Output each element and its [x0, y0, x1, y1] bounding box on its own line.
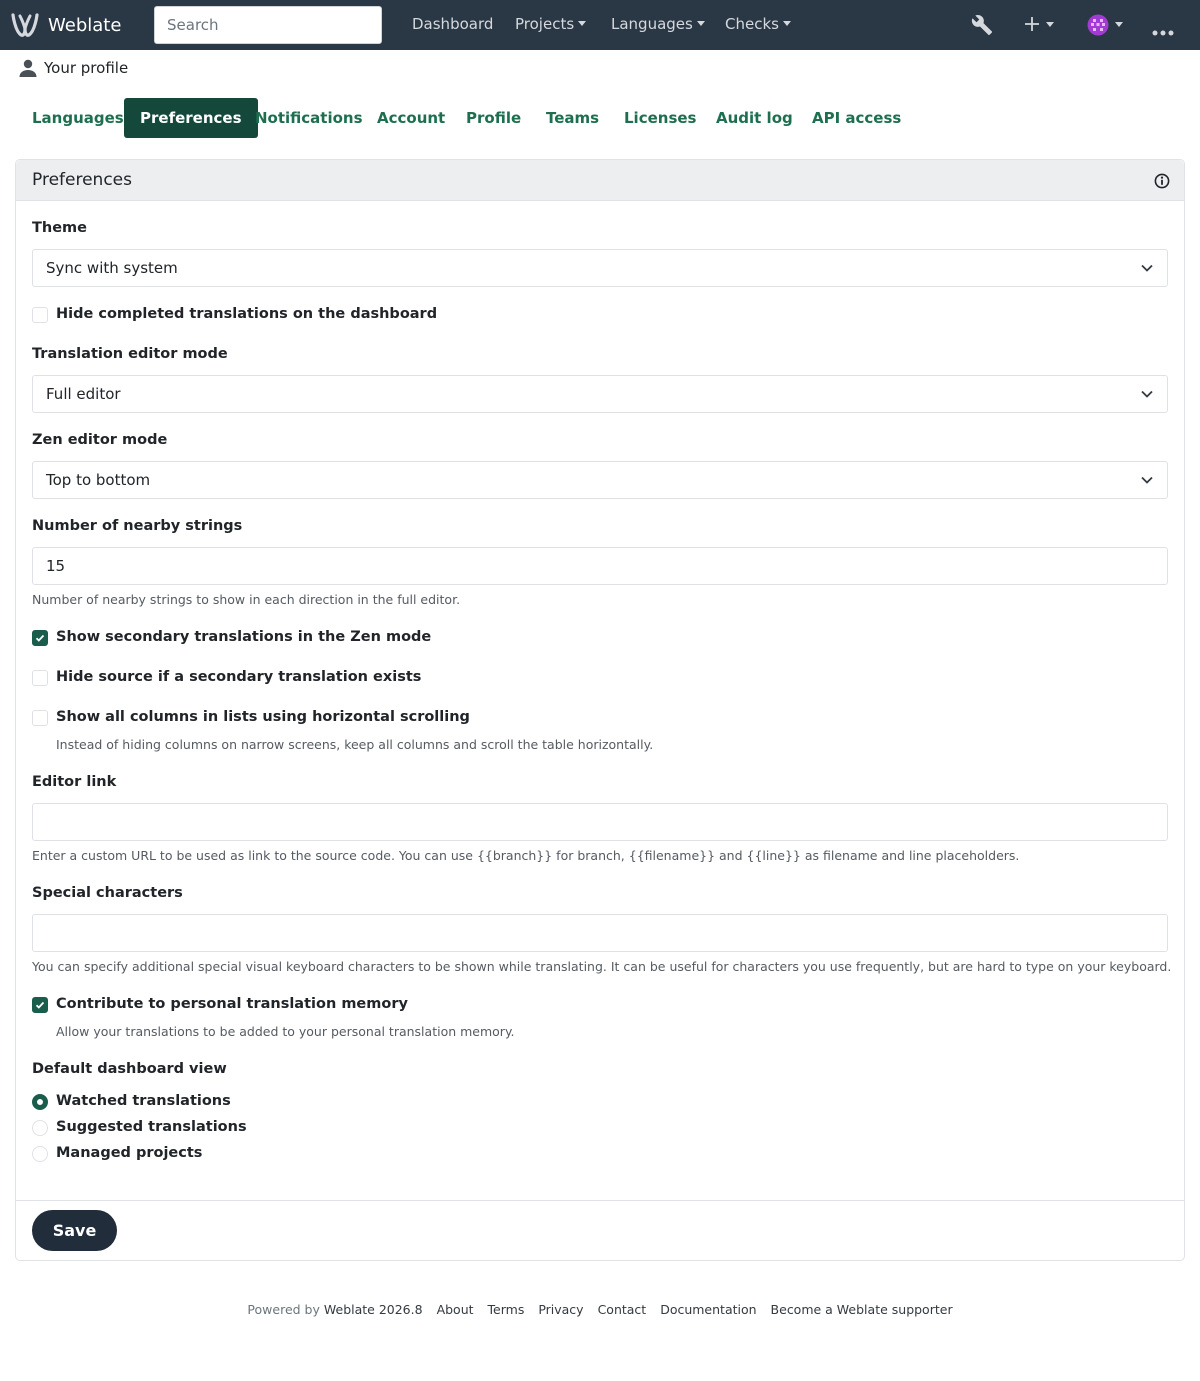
add-menu-button[interactable] [1024, 16, 1040, 36]
radio-label-managed[interactable]: Managed projects [56, 1145, 203, 1161]
more-icon[interactable] [1152, 22, 1174, 40]
radio-suggested-translations[interactable] [32, 1120, 48, 1136]
panel-title: Preferences [32, 170, 132, 190]
footer-contact-link[interactable]: Contact [597, 1302, 647, 1317]
brand-name: Weblate [48, 14, 122, 36]
tab-account[interactable]: Account [377, 109, 446, 127]
brand-link[interactable] [10, 11, 121, 39]
tab-preferences[interactable]: Preferences [124, 98, 258, 138]
hide-source-label[interactable]: Hide source if a secondary translation exists [56, 669, 422, 685]
wrench-icon[interactable] [971, 14, 993, 40]
radio-watched-translations[interactable] [32, 1094, 48, 1110]
user-icon [18, 58, 38, 78]
nav-checks-dropdown[interactable] [725, 15, 791, 33]
special-chars-help: You can specify additional special visual keyboard characters to be shown while translating. It can be useful for characters you use frequently, but are hard to type on your keyboard. [32, 959, 1172, 974]
search-input[interactable] [154, 6, 382, 44]
tab-audit-log[interactable]: Audit log [716, 109, 793, 127]
hide-completed-checkbox[interactable] [32, 307, 48, 323]
caret-down-icon [578, 21, 586, 26]
zen-mode-select-value: Top to bottom [46, 471, 151, 489]
avatar [1087, 14, 1109, 36]
zen-mode-label: Zen editor mode [32, 432, 168, 448]
editor-mode-select[interactable] [32, 375, 1168, 413]
zen-mode-select[interactable] [32, 461, 1168, 499]
nav-dashboard-label: Dashboard [412, 15, 494, 33]
radio-label-watched[interactable]: Watched translations [56, 1093, 231, 1109]
plus-icon [1024, 16, 1040, 32]
checkmark-icon [35, 1000, 45, 1010]
footer-powered-by: Powered by [247, 1302, 320, 1317]
secondary-zen-label[interactable]: Show secondary translations in the Zen mode [56, 629, 432, 645]
radio-managed-projects[interactable] [32, 1146, 48, 1162]
info-icon[interactable] [1154, 173, 1170, 189]
theme-label: Theme [32, 220, 87, 236]
footer-weblate-version-link[interactable]: Weblate 2026.8 [323, 1302, 423, 1317]
save-button[interactable]: Save [32, 1210, 117, 1251]
nav-languages-dropdown[interactable] [611, 15, 705, 33]
nearby-strings-input[interactable]: 15 [32, 547, 1168, 585]
panel-header [16, 160, 1184, 201]
nav-projects-label: Projects [515, 15, 575, 33]
footer-terms-link[interactable]: Terms [487, 1302, 525, 1317]
checkmark-icon [35, 633, 45, 643]
all-columns-checkbox[interactable] [32, 710, 48, 726]
top-navbar [0, 0, 1200, 50]
tab-notifications[interactable]: Notifications [255, 109, 363, 127]
nearby-strings-help: Number of nearby strings to show in each direction in the full editor. [32, 592, 461, 607]
hide-completed-label[interactable]: Hide completed translations on the dashboard [56, 306, 438, 322]
chevron-down-icon [1141, 389, 1153, 399]
page-footer [0, 1302, 1200, 1317]
footer-privacy-link[interactable]: Privacy [538, 1302, 584, 1317]
footer-documentation-link[interactable]: Documentation [660, 1302, 757, 1317]
special-chars-label: Special characters [32, 885, 183, 901]
all-columns-label[interactable]: Show all columns in lists using horizontal scrolling [56, 709, 470, 725]
caret-down-icon [697, 21, 705, 26]
user-menu-button[interactable] [1087, 14, 1109, 40]
breadcrumb [18, 58, 128, 78]
radio-label-suggested[interactable]: Suggested translations [56, 1119, 247, 1135]
hide-source-checkbox[interactable] [32, 670, 48, 686]
dashboard-view-label: Default dashboard view [32, 1061, 227, 1077]
secondary-zen-checkbox[interactable] [32, 630, 48, 646]
chevron-down-icon [1141, 475, 1153, 485]
nearby-strings-label: Number of nearby strings [32, 518, 243, 534]
caret-down-icon [1115, 22, 1123, 27]
nav-languages-label: Languages [611, 15, 693, 33]
tab-licenses[interactable]: Licenses [624, 109, 697, 127]
tab-api-access[interactable]: API access [812, 109, 902, 127]
theme-select-value: Sync with system [46, 259, 178, 277]
caret-down-icon [783, 21, 791, 26]
chevron-down-icon [1141, 263, 1153, 273]
caret-down-icon [1046, 22, 1054, 27]
editor-link-label: Editor link [32, 774, 117, 790]
tab-profile[interactable]: Profile [466, 109, 522, 127]
page-title: Your profile [44, 59, 129, 77]
footer-supporter-link[interactable]: Become a Weblate supporter [770, 1302, 953, 1317]
nav-checks-label: Checks [725, 15, 779, 33]
tab-teams[interactable]: Teams [546, 109, 600, 127]
editor-link-input[interactable] [32, 803, 1168, 841]
nav-projects-dropdown[interactable] [515, 15, 586, 33]
nav-dashboard[interactable] [412, 15, 493, 33]
panel-footer [16, 1200, 1184, 1260]
weblate-logo-icon [10, 11, 40, 39]
tab-languages[interactable]: Languages [32, 109, 124, 127]
theme-select[interactable] [32, 249, 1168, 287]
editor-mode-label: Translation editor mode [32, 346, 228, 362]
special-chars-input[interactable] [32, 914, 1168, 952]
personal-memory-help: Allow your translations to be added to your personal translation memory. [56, 1024, 515, 1039]
all-columns-help: Instead of hiding columns on narrow screens, keep all columns and scroll the table horizontally. [56, 737, 654, 752]
personal-memory-label[interactable]: Contribute to personal translation memory [56, 996, 408, 1012]
footer-about-link[interactable]: About [436, 1302, 474, 1317]
editor-mode-select-value: Full editor [46, 385, 121, 403]
editor-link-help: Enter a custom URL to be used as link to the source code. You can use {{branch}} for branch, {{filename}} and {{line}} as filename and line placeholders. [32, 848, 1020, 863]
personal-memory-checkbox[interactable] [32, 997, 48, 1013]
